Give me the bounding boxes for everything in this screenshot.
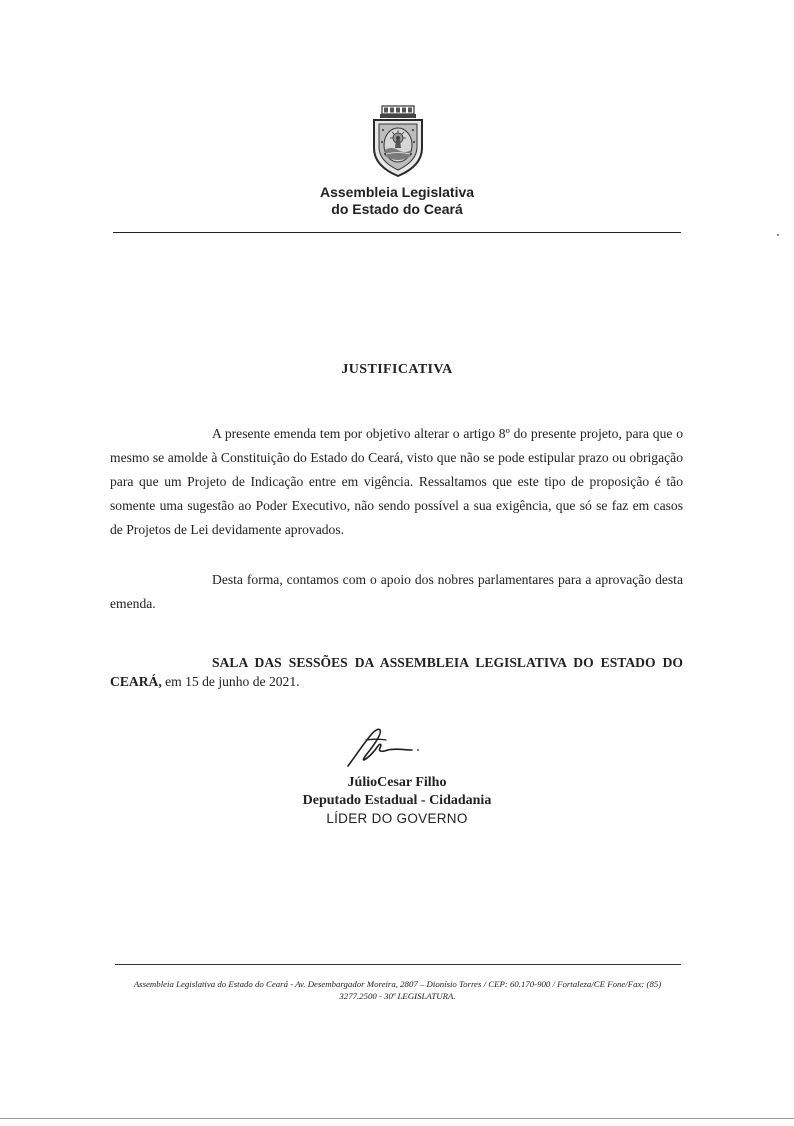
handwritten-signature-icon [340,722,430,770]
page-bottom-edge [0,1118,794,1119]
document-title: JUSTIFICATIVA [341,362,453,377]
closing-statement [110,653,683,691]
closing-date: em 15 de junho de 2021. [161,674,300,689]
institution-name-line1: Assembleia Legislativa [319,184,475,200]
institution-name-line2: do Estado do Ceará [331,201,463,217]
signatory-name: JúlioCesar Filho [347,775,447,790]
closing-session-room: SALA DAS SESSÕES DA ASSEMBLEIA LEGISLATIVA DO ESTADO DO CEARÁ, [110,655,683,689]
footer-address-line2: 3277.2500 - 30ª LEGISLATURA. [339,991,456,1001]
state-coat-of-arms-icon [368,104,428,178]
signatory-role: Deputado Estadual - Cidadania [302,793,492,808]
footer-divider [115,964,681,965]
justification-paragraph-1: A presente emenda tem por objetivo alterar o artigo 8º do presente projeto, para que o mesmo se amolde à Constituição do Estado do Ceará, visto que não se pode estipular prazo ou obrigação para que um Projeto de Indicação entre em vigência. Ressaltamos que este tipo de proposição é tão somente uma sugestão ao Poder Executivo, não sendo possível a sua exigência, que só se faz em casos de Projetos de Lei devidamente aprovados. [110,426,683,537]
signatory-position: LÍDER DO GOVERNO [326,811,468,826]
justification-paragraph-2: Desta forma, contamos com o apoio dos nobres parlamentares para a aprovação desta emenda. [110,572,683,611]
header-divider [113,232,681,233]
footer-address-line1: Assembleia Legislativa do Estado do Ceará - Av. Desembargador Moreira, 2807 – Dionísio Torres / CEP: 60.170-900 / Fortaleza/CE Fone/Fax: (85) [133,979,662,989]
scan-speck [777,234,779,236]
footer-address [110,978,685,1002]
